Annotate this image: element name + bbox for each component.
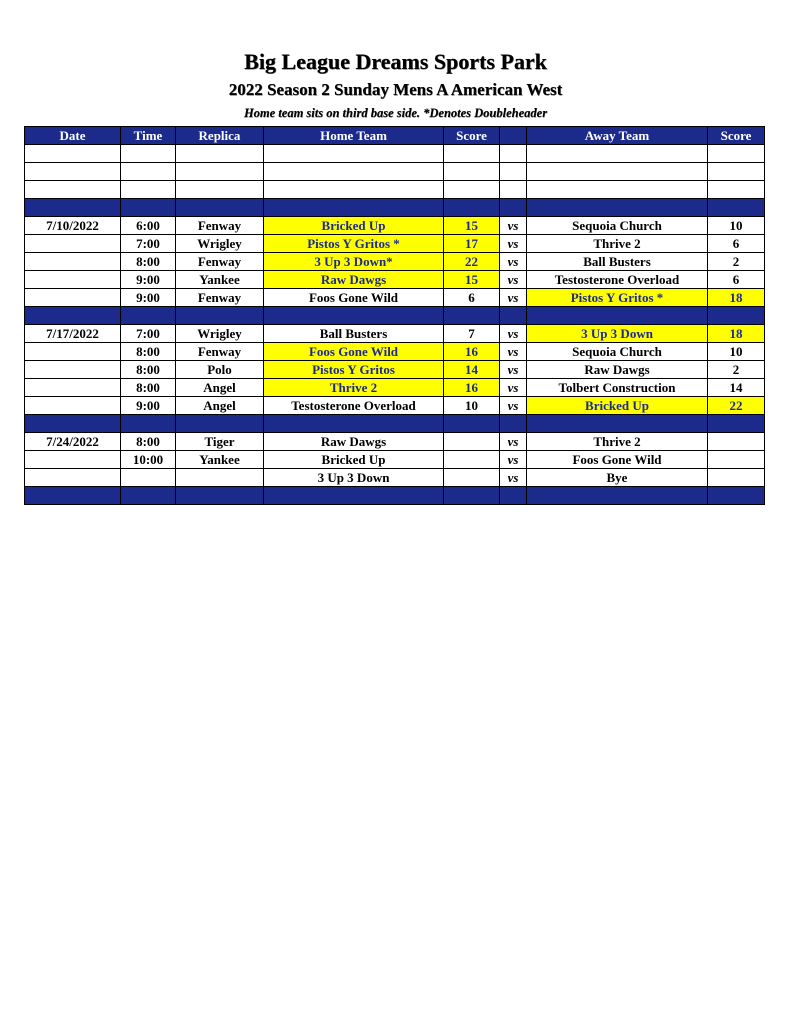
- empty-row: [25, 145, 765, 163]
- vs-cell: vs: [500, 325, 527, 343]
- away-team-cell: Ball Busters: [527, 253, 708, 271]
- date-cell: [25, 397, 121, 415]
- vs-cell: vs: [500, 379, 527, 397]
- time-cell: 8:00: [121, 379, 176, 397]
- away-team-cell: Bricked Up: [527, 397, 708, 415]
- away-score-cell: [708, 451, 765, 469]
- time-cell: 7:00: [121, 325, 176, 343]
- empty-cell: [708, 145, 765, 163]
- vs-cell: vs: [500, 289, 527, 307]
- schedule-note: Home team sits on third base side. *Denotes Doubleheader: [243, 106, 548, 120]
- home-score-cell: 15: [444, 271, 500, 289]
- table-row: [25, 253, 765, 271]
- replica-cell: Polo: [176, 361, 264, 379]
- away-score-cell: [708, 433, 765, 451]
- page-title: Big League Dreams Sports Park: [244, 49, 547, 74]
- table-header-row: [25, 127, 765, 145]
- separator-cell: [176, 307, 264, 325]
- replica-cell: Yankee: [176, 451, 264, 469]
- vs-cell: vs: [500, 235, 527, 253]
- separator-cell: [264, 415, 444, 433]
- week-separator-row: [25, 487, 765, 505]
- separator-cell: [444, 199, 500, 217]
- table-row: [25, 469, 765, 487]
- empty-cell: [121, 163, 176, 181]
- vs-cell: vs: [500, 343, 527, 361]
- home-score-cell: [444, 451, 500, 469]
- column-header-away-team: Away Team: [527, 127, 708, 145]
- empty-cell: [708, 163, 765, 181]
- date-cell: [25, 271, 121, 289]
- home-team-cell: Ball Busters: [264, 325, 444, 343]
- separator-cell: [500, 487, 527, 505]
- table-row: [25, 289, 765, 307]
- separator-cell: [25, 415, 121, 433]
- date-cell: [25, 343, 121, 361]
- away-team-cell: Tolbert Construction: [527, 379, 708, 397]
- home-score-cell: 16: [444, 379, 500, 397]
- week-separator-row: [25, 199, 765, 217]
- date-cell: [25, 289, 121, 307]
- away-team-cell: Bye: [527, 469, 708, 487]
- table-row: [25, 379, 765, 397]
- separator-cell: [708, 487, 765, 505]
- home-team-cell: 3 Up 3 Down: [264, 469, 444, 487]
- date-cell: [25, 253, 121, 271]
- away-score-cell: 18: [708, 325, 765, 343]
- time-cell: 10:00: [121, 451, 176, 469]
- home-score-cell: 16: [444, 343, 500, 361]
- empty-cell: [444, 163, 500, 181]
- separator-cell: [500, 415, 527, 433]
- away-score-cell: 18: [708, 289, 765, 307]
- empty-cell: [444, 181, 500, 199]
- home-score-cell: [444, 433, 500, 451]
- date-cell: 7/10/2022: [25, 217, 121, 235]
- table-row: [25, 397, 765, 415]
- time-cell: 8:00: [121, 433, 176, 451]
- time-cell: 8:00: [121, 253, 176, 271]
- empty-cell: [121, 181, 176, 199]
- separator-cell: [25, 307, 121, 325]
- column-header-time: Time: [121, 127, 176, 145]
- table-row: [25, 271, 765, 289]
- date-cell: [25, 235, 121, 253]
- home-team-cell: Raw Dawgs: [264, 433, 444, 451]
- separator-cell: [121, 307, 176, 325]
- home-team-cell: Foos Gone Wild: [264, 289, 444, 307]
- home-score-cell: 10: [444, 397, 500, 415]
- separator-cell: [264, 487, 444, 505]
- separator-cell: [527, 199, 708, 217]
- time-cell: [121, 469, 176, 487]
- table-row: [25, 325, 765, 343]
- away-team-cell: Raw Dawgs: [527, 361, 708, 379]
- column-header-vs: [500, 127, 527, 145]
- home-team-cell: 3 Up 3 Down*: [264, 253, 444, 271]
- replica-cell: Wrigley: [176, 235, 264, 253]
- away-score-cell: 6: [708, 271, 765, 289]
- date-cell: [25, 361, 121, 379]
- column-header-home-score: Score: [444, 127, 500, 145]
- replica-cell: Angel: [176, 379, 264, 397]
- away-team-cell: Foos Gone Wild: [527, 451, 708, 469]
- separator-cell: [708, 199, 765, 217]
- table-row: [25, 235, 765, 253]
- away-score-cell: 2: [708, 361, 765, 379]
- column-header-away-score: Score: [708, 127, 765, 145]
- replica-cell: Angel: [176, 397, 264, 415]
- table-row: [25, 343, 765, 361]
- away-score-cell: 6: [708, 235, 765, 253]
- separator-cell: [708, 415, 765, 433]
- home-team-cell: Pistos Y Gritos: [264, 361, 444, 379]
- empty-cell: [25, 163, 121, 181]
- date-cell: 7/17/2022: [25, 325, 121, 343]
- schedule-table: [24, 126, 765, 505]
- separator-cell: [500, 307, 527, 325]
- table-row: [25, 433, 765, 451]
- home-team-cell: Bricked Up: [264, 451, 444, 469]
- empty-cell: [176, 181, 264, 199]
- separator-cell: [121, 199, 176, 217]
- replica-cell: Fenway: [176, 343, 264, 361]
- away-team-cell: 3 Up 3 Down: [527, 325, 708, 343]
- empty-cell: [176, 163, 264, 181]
- separator-cell: [176, 487, 264, 505]
- vs-cell: vs: [500, 469, 527, 487]
- empty-cell: [264, 163, 444, 181]
- home-team-cell: Raw Dawgs: [264, 271, 444, 289]
- week-separator-row: [25, 307, 765, 325]
- vs-cell: vs: [500, 433, 527, 451]
- separator-cell: [444, 307, 500, 325]
- time-cell: 8:00: [121, 361, 176, 379]
- separator-cell: [264, 199, 444, 217]
- vs-cell: vs: [500, 397, 527, 415]
- empty-cell: [121, 145, 176, 163]
- week-separator-row: [25, 415, 765, 433]
- separator-cell: [176, 199, 264, 217]
- empty-cell: [264, 181, 444, 199]
- away-team-cell: Thrive 2: [527, 235, 708, 253]
- home-team-cell: Thrive 2: [264, 379, 444, 397]
- empty-cell: [708, 181, 765, 199]
- empty-cell: [176, 145, 264, 163]
- schedule-body: [25, 145, 765, 505]
- replica-cell: Fenway: [176, 253, 264, 271]
- away-score-cell: [708, 469, 765, 487]
- table-row: [25, 361, 765, 379]
- separator-cell: [264, 307, 444, 325]
- empty-cell: [25, 145, 121, 163]
- time-cell: 8:00: [121, 343, 176, 361]
- date-cell: [25, 379, 121, 397]
- home-score-cell: 15: [444, 217, 500, 235]
- home-team-cell: Pistos Y Gritos *: [264, 235, 444, 253]
- separator-cell: [444, 415, 500, 433]
- column-header-replica: Replica: [176, 127, 264, 145]
- away-score-cell: 10: [708, 343, 765, 361]
- separator-cell: [527, 415, 708, 433]
- empty-cell: [264, 145, 444, 163]
- away-team-cell: Sequoia Church: [527, 217, 708, 235]
- separator-cell: [25, 199, 121, 217]
- empty-cell: [527, 181, 708, 199]
- replica-cell: [176, 469, 264, 487]
- separator-cell: [121, 415, 176, 433]
- empty-cell: [527, 145, 708, 163]
- home-score-cell: 22: [444, 253, 500, 271]
- home-score-cell: 6: [444, 289, 500, 307]
- home-team-cell: Testosterone Overload: [264, 397, 444, 415]
- vs-cell: vs: [500, 451, 527, 469]
- separator-cell: [121, 487, 176, 505]
- away-team-cell: Pistos Y Gritos *: [527, 289, 708, 307]
- home-score-cell: 17: [444, 235, 500, 253]
- time-cell: 7:00: [121, 235, 176, 253]
- table-row: [25, 217, 765, 235]
- separator-cell: [500, 199, 527, 217]
- empty-cell: [500, 181, 527, 199]
- empty-cell: [527, 163, 708, 181]
- home-team-cell: Foos Gone Wild: [264, 343, 444, 361]
- separator-cell: [527, 307, 708, 325]
- replica-cell: Tiger: [176, 433, 264, 451]
- date-cell: 7/24/2022: [25, 433, 121, 451]
- date-cell: [25, 469, 121, 487]
- separator-cell: [444, 487, 500, 505]
- replica-cell: Wrigley: [176, 325, 264, 343]
- separator-cell: [25, 487, 121, 505]
- away-team-cell: Thrive 2: [527, 433, 708, 451]
- away-team-cell: Sequoia Church: [527, 343, 708, 361]
- away-score-cell: 2: [708, 253, 765, 271]
- away-score-cell: 10: [708, 217, 765, 235]
- date-cell: [25, 451, 121, 469]
- empty-cell: [25, 181, 121, 199]
- page-subtitle: 2022 Season 2 Sunday Mens A American West: [228, 80, 563, 99]
- empty-row: [25, 181, 765, 199]
- time-cell: 9:00: [121, 397, 176, 415]
- home-score-cell: [444, 469, 500, 487]
- vs-cell: vs: [500, 217, 527, 235]
- home-score-cell: 7: [444, 325, 500, 343]
- vs-cell: vs: [500, 271, 527, 289]
- vs-cell: vs: [500, 253, 527, 271]
- away-score-cell: 22: [708, 397, 765, 415]
- replica-cell: Fenway: [176, 289, 264, 307]
- separator-cell: [527, 487, 708, 505]
- time-cell: 6:00: [121, 217, 176, 235]
- table-row: [25, 451, 765, 469]
- vs-cell: vs: [500, 361, 527, 379]
- separator-cell: [708, 307, 765, 325]
- home-score-cell: 14: [444, 361, 500, 379]
- away-score-cell: 14: [708, 379, 765, 397]
- replica-cell: Yankee: [176, 271, 264, 289]
- empty-cell: [500, 145, 527, 163]
- home-team-cell: Bricked Up: [264, 217, 444, 235]
- time-cell: 9:00: [121, 271, 176, 289]
- empty-cell: [500, 163, 527, 181]
- separator-cell: [176, 415, 264, 433]
- away-team-cell: Testosterone Overload: [527, 271, 708, 289]
- empty-row: [25, 163, 765, 181]
- column-header-date: Date: [25, 127, 121, 145]
- empty-cell: [444, 145, 500, 163]
- replica-cell: Fenway: [176, 217, 264, 235]
- column-header-home-team: Home Team: [264, 127, 444, 145]
- time-cell: 9:00: [121, 289, 176, 307]
